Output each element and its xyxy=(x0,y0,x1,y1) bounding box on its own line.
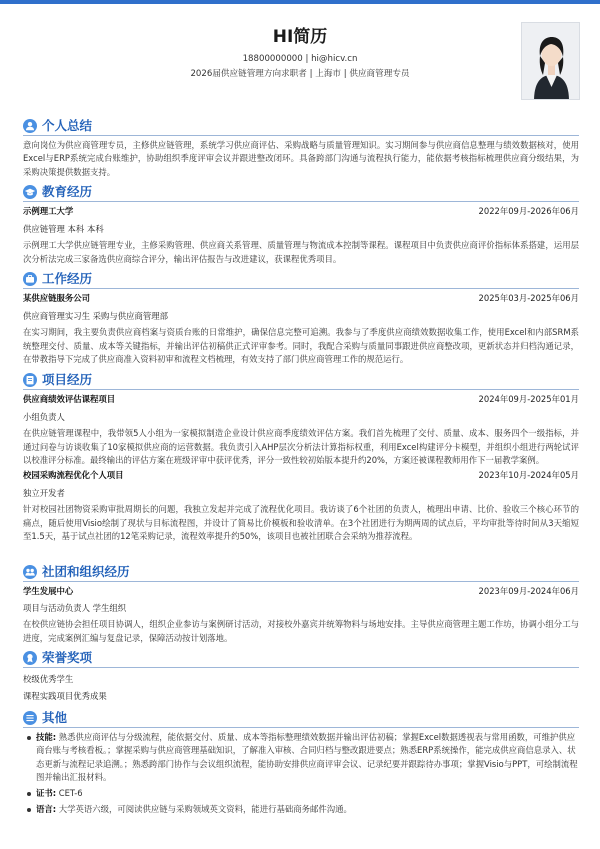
org-entry-header xyxy=(23,585,579,599)
section-header xyxy=(23,648,579,668)
section-divider xyxy=(23,581,579,582)
other-list xyxy=(23,731,579,817)
section-title: 教育经历 xyxy=(42,184,93,199)
school-name: 示例理工大学 xyxy=(23,206,74,216)
work-role: 供应商管理实习生 采购与供应商管理部 xyxy=(23,311,169,321)
education-major: 供应链管理 本科 本科 xyxy=(23,224,104,234)
education-entry-header xyxy=(23,205,579,219)
project-icon xyxy=(23,373,37,387)
section-title: 项目经历 xyxy=(42,372,93,387)
other-item-label: 证书: xyxy=(36,788,57,799)
org-role: 项目与活动负责人 学生组织 xyxy=(23,603,127,613)
graduation-cap-icon xyxy=(23,185,37,199)
project-name: 供应商绩效评估课程项目 xyxy=(23,394,116,404)
section-header xyxy=(23,182,579,202)
other-item-skills xyxy=(23,731,579,784)
section-header xyxy=(23,562,579,582)
org-name: 学生发展中心 xyxy=(23,586,74,596)
section-header xyxy=(23,370,579,390)
section-divider xyxy=(23,667,579,668)
org-description: 在校供应链协会担任项目协调人，组织企业参访与案例研讨活动，对接校外嘉宾并统筹物料与场地安排。主导供应商管理主题工作坊，协调小组分工与进度，完成案例汇编与复盘记录，保障活动按计划落地。 xyxy=(23,619,579,643)
other-item-text: 大学英语六级，可阅读供应链与采购领域英文资料，能进行基础商务邮件沟通。 xyxy=(58,804,352,815)
section-work xyxy=(23,269,579,366)
profile-photo xyxy=(521,22,580,100)
other-item-language xyxy=(23,803,579,816)
section-education xyxy=(23,182,579,266)
project-description: 针对校园社团物资采购审批周期长的问题，我独立发起并完成了流程优化项目。我访谈了6个社团的负责人，梳理出申请、比价、验收三个核心环节的痛点，随后使用Visio绘制了现状与目标流程图，并设计了简易比价模板和验收清单。在3个社团进行为期两周的试点后，平均审批等待时间从3天缩短至1.5天，基于试点社团的12笔采购记录，流程效率提升约50%，该项目也被社团联合会采纳为推荐流程。 xyxy=(23,504,579,542)
section-organizations xyxy=(23,562,579,645)
section-header xyxy=(23,708,579,728)
other-item-certificate xyxy=(23,787,579,800)
project-description: 在供应链管理课程中，我带领5人小组为一家模拟制造企业设计供应商季度绩效评估方案。我们首先梳理了交付、质量、成本、服务四个一级指标，并通过问卷与访谈收集了10家模拟供应商的运营数据。我负责引入AHP层次分析法计算指标权重，利用Excel构建评分卡模型，并组织小组进行两轮试评以校准评分标准。最终输出的评估方案在班级评审中获评优秀，评分一致性较初始版本提升约20%，方案还被课程教师用作下一届教学案例。 xyxy=(23,428,579,465)
section-header xyxy=(23,269,579,289)
education-description: 示例理工大学供应链管理专业，主修采购管理、供应商关系管理、质量管理与物流成本控制等课程。课程项目中负责供应商评价指标体系搭建，运用层次分析法完成三家备选供应商综合评分，输出评估报告与改进建议，获课程优秀项目。 xyxy=(23,240,579,264)
section-title: 工作经历 xyxy=(42,271,93,286)
company-name: 某供应链服务公司 xyxy=(23,293,90,303)
section-divider xyxy=(23,389,579,390)
other-item-text: CET-6 xyxy=(58,788,83,799)
user-icon xyxy=(23,119,37,133)
group-icon xyxy=(23,565,37,579)
summary-text: 意向岗位为供应商管理专员，主修供应链管理，系统学习供应商评估、采购战略与质量管理知识。实习期间参与供应商信息整理与绩效数据核对，使用Excel与ERP系统完成台账维护，协助组织季度评审会议并跟进整改闭环。具备跨部门沟通与流程执行能力，能依据考核指标梳理供应商分级结果，为采购决策提供数据支持。 xyxy=(23,140,579,177)
section-summary xyxy=(23,116,579,179)
section-title: 荣誉奖项 xyxy=(42,650,93,665)
project-role: 小组负责人 xyxy=(23,412,65,422)
honor-item: 校级优秀学生 xyxy=(23,674,74,684)
section-divider xyxy=(23,288,579,289)
section-title: 社团和组织经历 xyxy=(42,564,130,579)
contact-line: 18800000000 | hi@hicv.cn xyxy=(242,54,358,64)
org-date: 2023年09月-2024年06月 xyxy=(478,586,579,596)
resume-header xyxy=(0,0,600,110)
work-description: 在实习期间，我主要负责供应商档案与资质台账的日常维护，确保信息完整可追溯。我参与了季度供应商绩效数据收集工作，使用Excel和内部SRM系统整理交付、质量、成本等关键指标，并输出评估初稿供正式评审参考。同时，我配合采购与质量同事跟进供应商整改项，更新状态并归档沟通记录，在带教指导下完成了供应商准入资料初审和流程文档梳理，有效支持了部门供应商管理工作的规范运行。 xyxy=(23,327,579,364)
other-item-label: 技能: xyxy=(36,732,57,742)
section-divider xyxy=(23,135,579,136)
education-date: 2022年09月-2026年06月 xyxy=(478,206,579,216)
section-divider xyxy=(23,201,579,202)
honor-item: 课程实践项目优秀成果 xyxy=(23,691,107,702)
section-title: 其他 xyxy=(42,710,68,725)
work-entry-header xyxy=(23,292,579,306)
section-other xyxy=(23,708,579,817)
project-entry-header xyxy=(23,469,579,483)
other-item-text: 熟悉供应商评估与分级流程，能依据交付、质量、成本等指标整理绩效数据并输出评估初稿；掌握Excel数据透视表与常用函数，可维护供应商台账与考核看板。；掌握采购与供应商管理基础知识，了解准入审核、合同归档与整改跟进要点；熟悉ERP系统操作，能完成供应商信息录入、状态更新与流程记录追溯。；熟悉跨部门协作与会议组织流程，能协助安排供应商评审会议、记录纪要并跟踪待办事项；掌握Visio与PPT，可绘制流程图并输出汇报材料。 xyxy=(36,732,578,782)
section-divider xyxy=(23,727,579,728)
project-role: 独立开发者 xyxy=(23,488,65,499)
project-date: 2024年09月-2025年01月 xyxy=(478,394,579,404)
section-projects xyxy=(23,370,579,543)
project-name: 校园采购流程优化个人项目 xyxy=(23,470,124,481)
briefcase-icon xyxy=(23,272,37,286)
other-item-label: 语言: xyxy=(36,804,57,815)
section-honors xyxy=(23,648,579,704)
section-title: 个人总结 xyxy=(42,118,93,133)
avatar-illustration xyxy=(522,23,580,100)
list-icon xyxy=(23,711,37,725)
project-entry-header xyxy=(23,393,579,407)
job-objective: 2026届供应链管理方向求职者 | 上海市 | 供应商管理专员 xyxy=(190,69,410,79)
candidate-name: HI简历 xyxy=(272,27,328,47)
work-date: 2025年03月-2025年06月 xyxy=(478,293,579,303)
section-header xyxy=(23,116,579,136)
project-date: 2023年10月-2024年05月 xyxy=(478,470,579,481)
award-icon xyxy=(23,651,37,665)
